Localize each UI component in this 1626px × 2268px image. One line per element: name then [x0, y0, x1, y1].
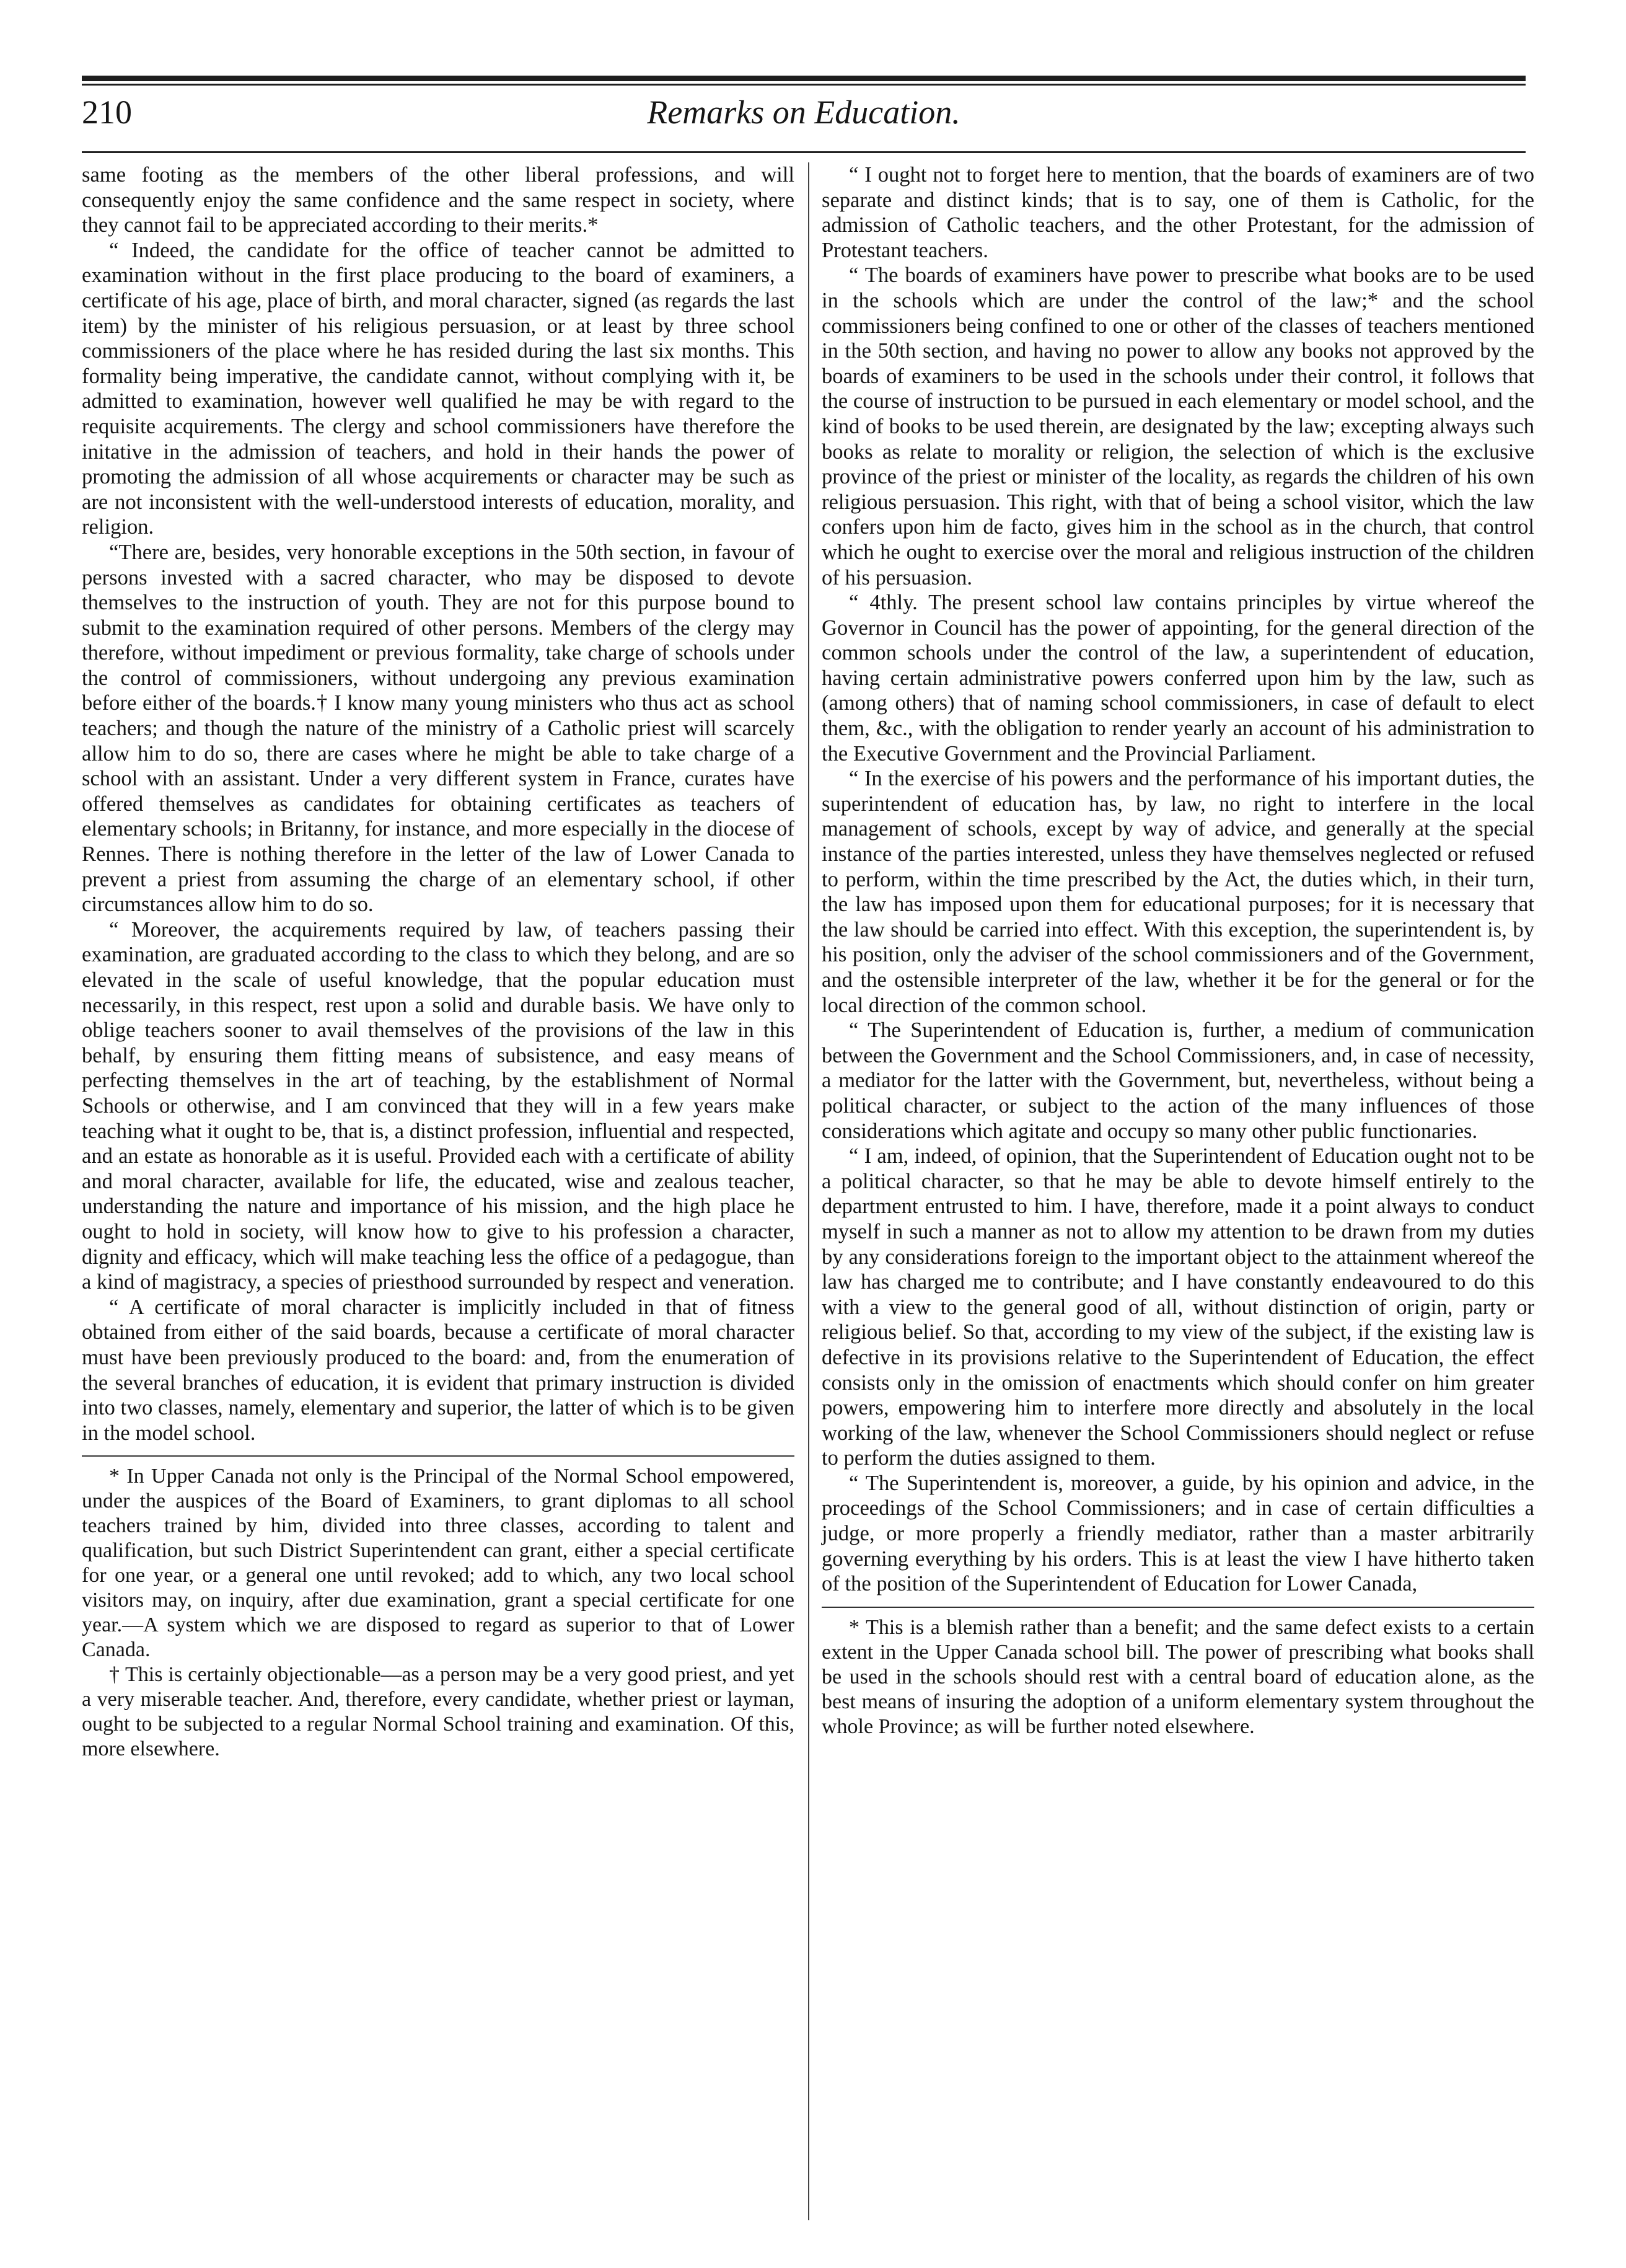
footnote-rule: [82, 1455, 794, 1457]
running-title: Remarks on Education.: [647, 94, 960, 131]
left-column: [82, 162, 794, 1762]
page-header: [82, 92, 1526, 148]
paragraph: “ I am, indeed, of opinion, that the Superintendent of Education ought not to be a political character, so that he may be able to devote himself entirely to the department entrusted to him. I have, therefore, made it a point always to conduct myself in such a manner as not to allow my attention to be drawn from my duties by any considerations foreign to the important object to the attainment whereof the law has charged me to contribute; and I have constantly endeavoured to do this with a view to the general good of all, without distinction of origin, party or religious belief. So that, according to my view of the subject, if the existing law is defective in its provisions relative to the Superintendent of Education, the effect consists only in the omission of enactments which should confer on him greater powers, empowering him to interfere more directly and absolutely in the local working of the law, whenever the School Commissioners should neglect or refuse to perform the duties assigned to them.: [822, 1144, 1534, 1470]
right-column: [822, 162, 1534, 1739]
paragraph: “ The Superintendent of Education is, further, a medium of communication between the Government and the School Commissioners, and, in case of necessity, a mediator for the latter with the Government, but, nevertheless, without being a political character, or subject to the action of the many influences of those considerations which agitate and occupy so many other public functionaries.: [822, 1018, 1534, 1143]
column-divider: [808, 162, 809, 2220]
paragraph: “ I ought not to forget here to mention, that the boards of examiners are of two separate and distinct kinds; that is to say, one of them is Catholic, for the admission of Catholic teachers, and the other Protestant, for the admission of Protestant teachers.: [822, 163, 1534, 262]
footnote: * This is a blemish rather than a benefit; and the same defect exists to a certain extent in the Upper Canada school bill. The power of prescribing what books shall be used in the schools should rest with a central board of education alone, as the best means of insuring the adoption of a uniform elementary system throughout the whole Province; as will be further noted elsewhere.: [822, 1615, 1534, 1738]
footnote: * In Upper Canada not only is the Principal of the Normal School empowered, under the auspices of the Board of Examiners, to grant diplomas to all school teachers trained by him, divided into three classes, according to talent and qualification, but such District Superintendent can grant, either a special certificate for one year, or a general one until revoked; add to which, any two local school visitors may, on inquiry, after due examination, grant a special certificate for one year.—A system which we are disposed to regard as superior to that of Lower Canada.: [82, 1465, 794, 1662]
paragraph: “ Indeed, the candidate for the office of teacher cannot be admitted to examination without in the first place producing to the board of examiners, a certificate of his age, place of birth, and moral character, signed (as regards the last item) by the minister of his religious persuasion, or at least by three school commissioners of the place where he has resided during the last six months. This formality being imperative, the candidate cannot, without complying with it, be admitted to examination, however well qualified he may be with regard to the requisite acquirements. The clergy and school commissioners have therefore the initative in the admission of teachers, and hold in their hands the power of promoting the admission of all whose acquirements or character may be such as are not inconsistent with the well-understood interests of education, morality, and religion.: [82, 238, 794, 539]
paragraph: “ The boards of examiners have power to prescribe what books are to be used in the schools which are under the control of the law;* and the school commissioners being confined to one or other of the classes of teachers mentioned in the 50th section, and having no power to allow any books not approved by the boards of examiners to be used in the schools under their control, it follows that the course of instruction to be pursued in each elementary or model school, and the kind of books to be used therein, are designated by the law; excepting always such books as relate to morality or religion, the selection of which is the exclusive province of the priest or minister of the locality, as regards the children of his own religious persuasion. This right, with that of being a school visitor, which the law confers upon him de facto, gives him in the school as in the church, that control which he ought to exercise over the moral and religious instruction of the children of his persuasion.: [822, 263, 1534, 589]
header-rule: [82, 151, 1526, 153]
footnote-rule: [822, 1607, 1534, 1608]
paragraph: same footing as the members of the other liberal professions, and will consequently enjoy the same confidence and the same respect in society, where they cannot fail to be appreciated according to their merits.*: [82, 163, 794, 237]
paragraph: “ The Superintendent is, moreover, a guide, by his opinion and advice, in the proceedings of the School Commissioners; and in case of certain difficulties a judge, or more properly a friendly mediator, rather than a master arbitrarily governing everything by his orders. This is at least the view I have hitherto taken of the position of the Superintendent of Education for Lower Canada,: [822, 1471, 1534, 1596]
top-rule-thick: [82, 76, 1526, 81]
paragraph: “ In the exercise of his powers and the performance of his important duties, the superintendent of education has, by law, no right to interfere in the local management of schools, except by way of advice, and generally at the special instance of the parties interested, unless they have themselves neglected or refused to perform, within the time prescribed by the Act, the duties which, in their turn, the law has imposed upon them for educational purposes; for it is necessary that the law should be carried into effect. With this exception, the superintendent is, by his position, only the adviser of the school commissioners and of the Government, and the ostensible interpreter of the law, whether it be for the general or for the local direction of the common school.: [822, 767, 1534, 1017]
paragraph: “ A certificate of moral character is implicitly included in that of fitness obtained from either of the said boards, because a certificate of moral character must have been previously produced to the board: and, from the enumeration of the several branches of education, it is evident that primary instruction is divided into two classes, namely, elementary and superior, the latter of which is to be given in the model school.: [82, 1295, 794, 1445]
paragraph: “ Moreover, the acquirements required by law, of teachers passing their examination, are graduated according to the class to which they belong, and are so elevated in the scale of useful knowledge, that the popular education must necessarily, in this respect, rest upon a solid and durable basis. We have only to oblige teachers sooner to avail themselves of the provisions of the law in this behalf, by ensuring them fitting means of subsistence, and easy means of perfecting themselves in the art of teaching, by the establishment of Normal Schools or otherwise, and I am convinced that they will in a few years make teaching what it ought to be, that is, a distinct profession, influential and respected, and an estate as honorable as it is useful. Provided each with a certificate of ability and moral character, available for life, the educated, wise and zealous teacher, understanding the nature and importance of his mission, and the high place he ought to hold in society, will know how to give to his profession a character, dignity and efficacy, which will make teaching less the office of a pedagogue, than a kind of magistracy, a species of priesthood surrounded by respect and veneration.: [82, 917, 794, 1294]
footnote: † This is certainly objectionable—as a person may be a very good priest, and yet a very miserable teacher. And, therefore, every candidate, whether priest or layman, ought to be subjected to a regular Normal School training and examination. Of this, more elsewhere.: [82, 1663, 794, 1761]
page-number: 210: [82, 94, 132, 131]
paragraph: “ 4thly. The present school law contains principles by virtue whereof the Governor in Council has the power of appointing, for the general direction of the common schools under the control of the law, a superintendent of education, having certain administrative powers conferred upon him by the law, such as (among others) that of naming school commissioners, in case of default to elect them, &c., with the obligation to render yearly an account of his administration to the Executive Government and the Provincial Parliament.: [822, 591, 1534, 766]
paragraph: “There are, besides, very honorable exceptions in the 50th section, in favour of persons invested with a sacred character, who may be disposed to devote themselves to the instruction of youth. They are not for this purpose bound to submit to the examination required of other persons. Members of the clergy may therefore, without impediment or previous formality, take charge of schools under the control of commissioners, without undergoing any previous examination before either of the boards.† I know many young ministers who thus act as school teachers; and though the nature of the ministry of a Catholic priest will scarcely allow him to do so, there are cases where he might be able to take charge of a school with an assistant. Under a very different system in France, curates have offered themselves as candidates for obtaining certificates as teachers of elementary schools; in Britanny, for instance, and more especially in the diocese of Rennes. There is nothing therefore in the letter of the law of Lower Canada to prevent a priest from assuming the charge of an elementary school, if other circumstances allow him to do so.: [82, 540, 794, 917]
top-rule-thin: [82, 84, 1526, 86]
